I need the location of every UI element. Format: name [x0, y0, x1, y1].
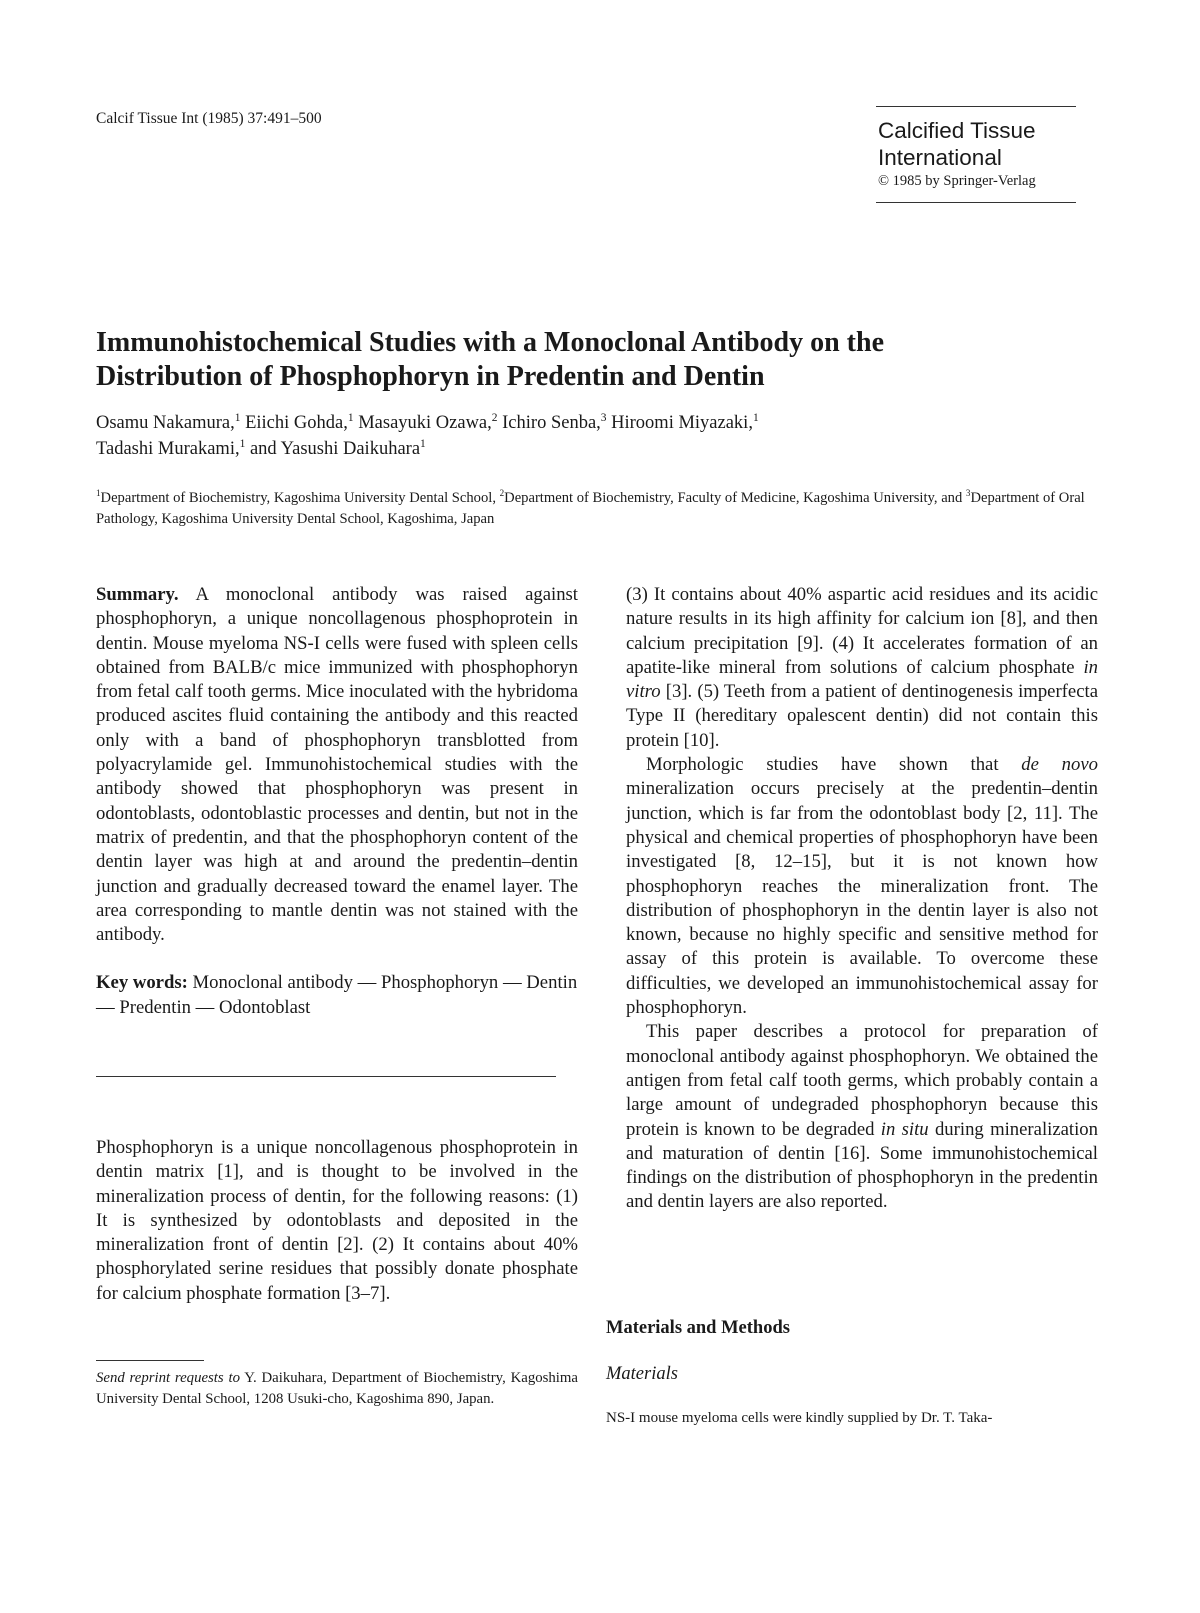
author-name: Hiroomi Miyazaki, [611, 413, 753, 433]
summary-label: Summary. [96, 584, 179, 605]
journal-name-line2: International [878, 145, 1002, 170]
author-name: Ichiro Senba, [502, 413, 601, 433]
keywords-label: Key words: [96, 972, 188, 994]
title-line-1: Immunohistochemical Studies with a Monoclonal Antibody on the [96, 327, 884, 358]
article-title [96, 326, 1096, 394]
journal-name-line1: Calcified Tissue [878, 118, 1036, 143]
intro-paragraph: Phosphophoryn is a unique noncollagenous phosphoprotein in dentin matrix [1], and is thought to be involved in the mineralization process of dentin, for the following reasons: (1) It is synthesized by odontoblasts and deposited in the mineralization front of dentin [2]. (2) It contains about 40% phosphorylated serine residues that possibly donate phosphate for calcium phosphate formation [3–7]. [96, 1137, 578, 1304]
intro-left-column [96, 1136, 578, 1306]
text-run: during mineralization and maturation of dentin [16]. Some immunohistochemical findings on the distribution of phosphophoryn in the predentin and dentin layers are also reported. [626, 1118, 1098, 1213]
affiliation-marker: 1 [420, 437, 426, 450]
title-line-2: Distribution of Phosphophoryn in Predentin and Dentin [96, 361, 765, 392]
affiliation-text: Department of Biochemistry, Faculty of Medicine, Kagoshima University, and [504, 490, 966, 506]
copyright-notice: © 1985 by Springer-Verlag [878, 173, 1036, 189]
text-run: Morphologic studies have shown that [646, 754, 1022, 776]
author-name: Osamu Nakamura, [96, 413, 235, 433]
affiliation-number: 2 [499, 488, 505, 499]
footnote-rule [96, 1360, 204, 1361]
journal-masthead [876, 106, 1076, 203]
section-divider [96, 1076, 556, 1077]
summary-paragraph [96, 583, 578, 947]
emphasis-run: in situ [880, 1118, 929, 1140]
affiliation-number: 1 [96, 488, 101, 499]
left-column [96, 583, 578, 1020]
materials-text: NS-I mouse myeloma cells were kindly supplied by Dr. T. Taka- [606, 1410, 993, 1426]
footnote-text: Y. Daikuhara, Department of Biochemistry, Kagoshima University Dental School, 1208 Usuki-cho, Kagoshima 890, Japan. [96, 1370, 578, 1407]
affiliation-marker: 1 [239, 437, 246, 450]
protocol-paragraph [626, 1020, 1098, 1214]
reprint-footnote [96, 1368, 578, 1410]
text-run: mineralization occurs precisely at the predentin–dentin junction, which is far from the odontoblast body [2, 11]. The physical and chemical properties of phosphophoryn have been investigated [8, 12–15], but it is not known how phosphophoryn reaches the mineralization front. The distribution of phosphophoryn in the dentin layer is also not known, because no highly specific and sensitive method for assay of this protein is available. To overcome these difficulties, we developed an immunohistochemical assay for phosphophoryn. [626, 778, 1098, 1019]
journal-citation: Calcif Tissue Int (1985) 37:491–500 [96, 110, 322, 127]
affiliation-text: Department of Biochemistry, Kagoshima University Dental School, [100, 490, 500, 506]
footnote-label: Send reprint requests to [96, 1370, 240, 1386]
affiliation-marker: 1 [752, 411, 759, 424]
author-name: Masayuki Ozawa, [358, 413, 492, 433]
affiliation-marker: 1 [347, 411, 354, 424]
subsection-heading: Materials [606, 1364, 678, 1384]
author-name: Eiichi Gohda, [245, 413, 348, 433]
text-run: [3]. (5) Teeth from a patient of dentinogenesis imperfecta Type II (hereditary opalescent dentin) did not contain this protein [10]. [626, 681, 1098, 751]
emphasis-run: de novo [1021, 754, 1099, 776]
author-name: Tadashi Murakami, [96, 439, 240, 459]
keywords-paragraph [96, 971, 578, 1020]
emphasis-run: in vitro [626, 656, 1098, 703]
right-column [626, 583, 1098, 1215]
author-name: and Yasushi Daikuhara [249, 439, 421, 459]
affiliation-marker: 2 [491, 411, 498, 424]
summary-text: A monoclonal antibody was raised against phosphophoryn, a unique noncollagenous phosphoprotein in dentin. Mouse myeloma NS-I cells were fused with spleen cells obtained from BALB/c mice immunized with phosphophoryn from fetal calf tooth germs. Mice inoculated with the hybridoma produced ascites fluid containing the antibody and this reacted only with a band of phosphophoryn transblotted from polyacrylamide gel. Immunohistochemical studies with the antibody showed that phosphophoryn was present in odontoblasts, odontoblastic processes and dentin, but not in the matrix of predentin, and that the phosphophoryn content of the dentin layer was high at and around the predentin–dentin junction and gradually decreased toward the enamel layer. The area corresponding to mantle dentin was not stained with the antibody. [96, 584, 578, 946]
affiliation-marker: 1 [234, 411, 241, 424]
text-run: This paper describes a protocol for preparation of monoclonal antibody against phosphophoryn. We obtained the antigen from fetal calf tooth germs, which probably contain a large amount of undegraded phosphophoryn because this protein is known to be degraded [626, 1021, 1098, 1140]
morphology-paragraph [626, 753, 1098, 1020]
keywords-text: Monoclonal antibody — Phosphophoryn — Dentin — Predentin — Odontoblast [96, 972, 578, 1018]
affiliation-number: 3 [965, 488, 971, 499]
author-list [96, 410, 1096, 462]
affiliation-marker: 3 [600, 411, 607, 424]
affiliations [96, 488, 1096, 530]
section-heading: Materials and Methods [606, 1318, 790, 1338]
affiliation-text: Department of Oral Pathology, Kagoshima University Dental School, Kagoshima, Japan [96, 490, 1085, 527]
intro-paragraph-continued [626, 583, 1098, 753]
text-run: (3) It contains about 40% aspartic acid residues and its acidic nature results in its high affinity for calcium ion [8], and then calcium precipitation [9]. (4) It accelerates formation of an apatite-like mineral from solutions of calcium phosphate [626, 584, 1098, 678]
